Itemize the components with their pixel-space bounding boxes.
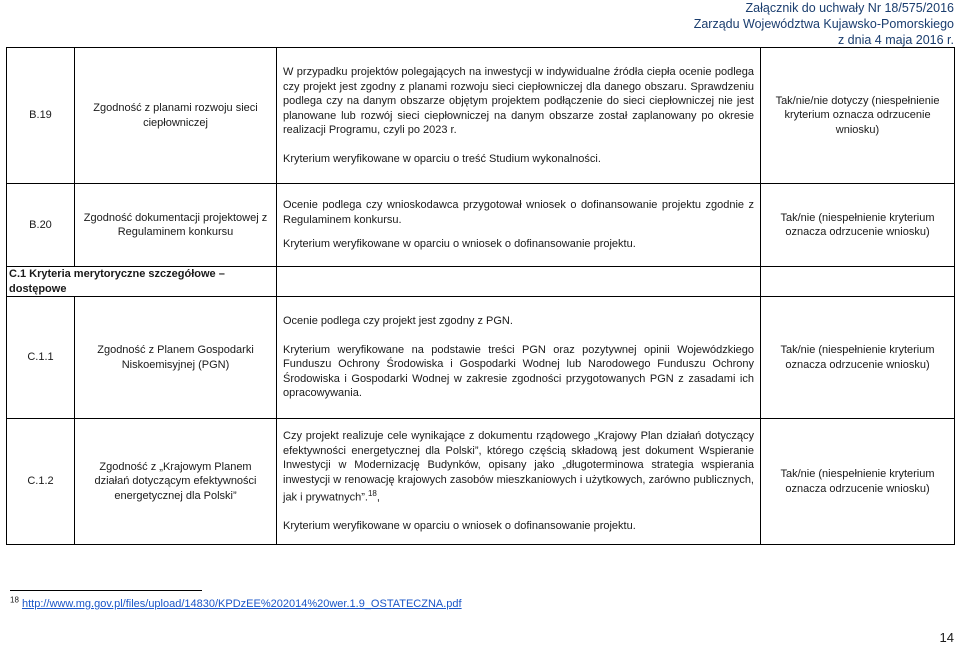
criterion-name: Zgodność dokumentacji projektowej z Regulaminem konkursu (75, 184, 277, 267)
table-row (7, 297, 955, 419)
document-header (694, 0, 954, 48)
description-body: Czy projekt realizuje cele wynikające z dokumentu rządowego „Krajowy Plan działań dotyczący efektywności energetycznej dla Polski”, którego częścią składową jest dokument Wspieranie Inwestycji w Modernizację Budynków, opisany jako „długoterminowa strategia wspierania inwestycji w renowację krajowych zasobów mieszkaniowych i użytkowych, zarówno publicznych, jak i prywatnych”. (283, 430, 754, 504)
footnote-separator (10, 590, 202, 591)
criterion-description (277, 297, 761, 419)
verification-note: Kryterium weryfikowane na podstawie treści PGN oraz pozytywnej opinii Wojewódzkiego Funduszu Ochrony Środowiska i Gospodarki Wodnej lub Narodowego Funduszu Ochrony Środowiska i Gospodarki Wodnej w zakresie zgodności przygotowanych PGN z zasadami ich opracowywania. (283, 343, 754, 400)
description-text: Ocenie podlega czy projekt jest zgodny z PGN. (283, 315, 513, 328)
footnote-ref[interactable]: 18 (367, 489, 377, 499)
verification-note: Kryterium weryfikowane w oparciu o wniosek o dofinansowanie projektu. (283, 520, 636, 533)
criterion-result: Tak/nie/nie dotyczy (niespełnienie kryterium oznacza odrzucenie wniosku) (761, 48, 955, 184)
criterion-description (277, 184, 761, 267)
footnote-number: 18 (10, 595, 19, 605)
criterion-result: Tak/nie (niespełnienie kryterium oznacza odrzucenie wniosku) (761, 184, 955, 267)
criterion-name: Zgodność z „Krajowym Planem działań dotyczącym efektywności energetycznej dla Polski” (75, 419, 277, 545)
criterion-id: B.20 (7, 184, 75, 267)
footnote (10, 595, 462, 610)
criteria-table (6, 47, 955, 545)
section-header-row (7, 267, 955, 297)
header-line-1: Załącznik do uchwały Nr 18/575/2016 (745, 1, 954, 15)
page-number: 14 (939, 630, 954, 645)
description-text: Ocenie podlega czy wnioskodawca przygotował wniosek o dofinansowanie projektu zgodnie z Regulaminem konkursu. (283, 199, 754, 226)
criterion-description (277, 48, 761, 184)
criterion-result: Tak/nie (niespełnienie kryterium oznacza odrzucenie wniosku) (761, 297, 955, 419)
table-row (7, 184, 955, 267)
criterion-name: Zgodność z Planem Gospodarki Niskoemisyjnej (PGN) (75, 297, 277, 419)
description-text: W przypadku projektów polegających na inwestycji w indywidualne źródła ciepła ocenie podlega czy projekt jest zgodny z planami rozwoju sieci ciepłowniczej dla danego obszaru. Sprawdzeniu podlega czy na danym obszarze objętym projektem podłączenie do sieci ciepłowniczej nie jest planowane lub rozwój sieci ciepłowniczej na danym obszarze został zaplanowany po okresie realizacji Programu, czyli po 2023 r. (283, 66, 754, 136)
header-line-2: Zarządu Województwa Kujawsko-Pomorskiego (693, 17, 954, 31)
criterion-result: Tak/nie (niespełnienie kryterium oznacza odrzucenie wniosku) (761, 419, 955, 545)
criterion-name: Zgodność z planami rozwoju sieci ciepłowniczej (75, 48, 277, 184)
verification-note: Kryterium weryfikowane w oparciu o wniosek o dofinansowanie projektu. (283, 238, 636, 251)
table-row (7, 48, 955, 184)
header-line-3: z dnia 4 maja 2016 r. (837, 33, 954, 47)
verification-note: Kryterium weryfikowane w oparciu o treść Studium wykonalności. (283, 152, 601, 165)
criterion-id: B.19 (7, 48, 75, 184)
description-tail: , (376, 491, 380, 504)
footnote-link[interactable]: http://www.mg.gov.pl/files/upload/14830/KPDzEE%202014%20wer.1.9_OSTATECZNA.pdf (21, 598, 462, 610)
table-row (7, 419, 955, 545)
section-title: C.1 Kryteria merytoryczne szczegółowe – dostępowe (7, 267, 277, 297)
criterion-id: C.1.2 (7, 419, 75, 545)
criterion-description (277, 419, 761, 545)
description-text (283, 429, 754, 505)
criterion-id: C.1.1 (7, 297, 75, 419)
